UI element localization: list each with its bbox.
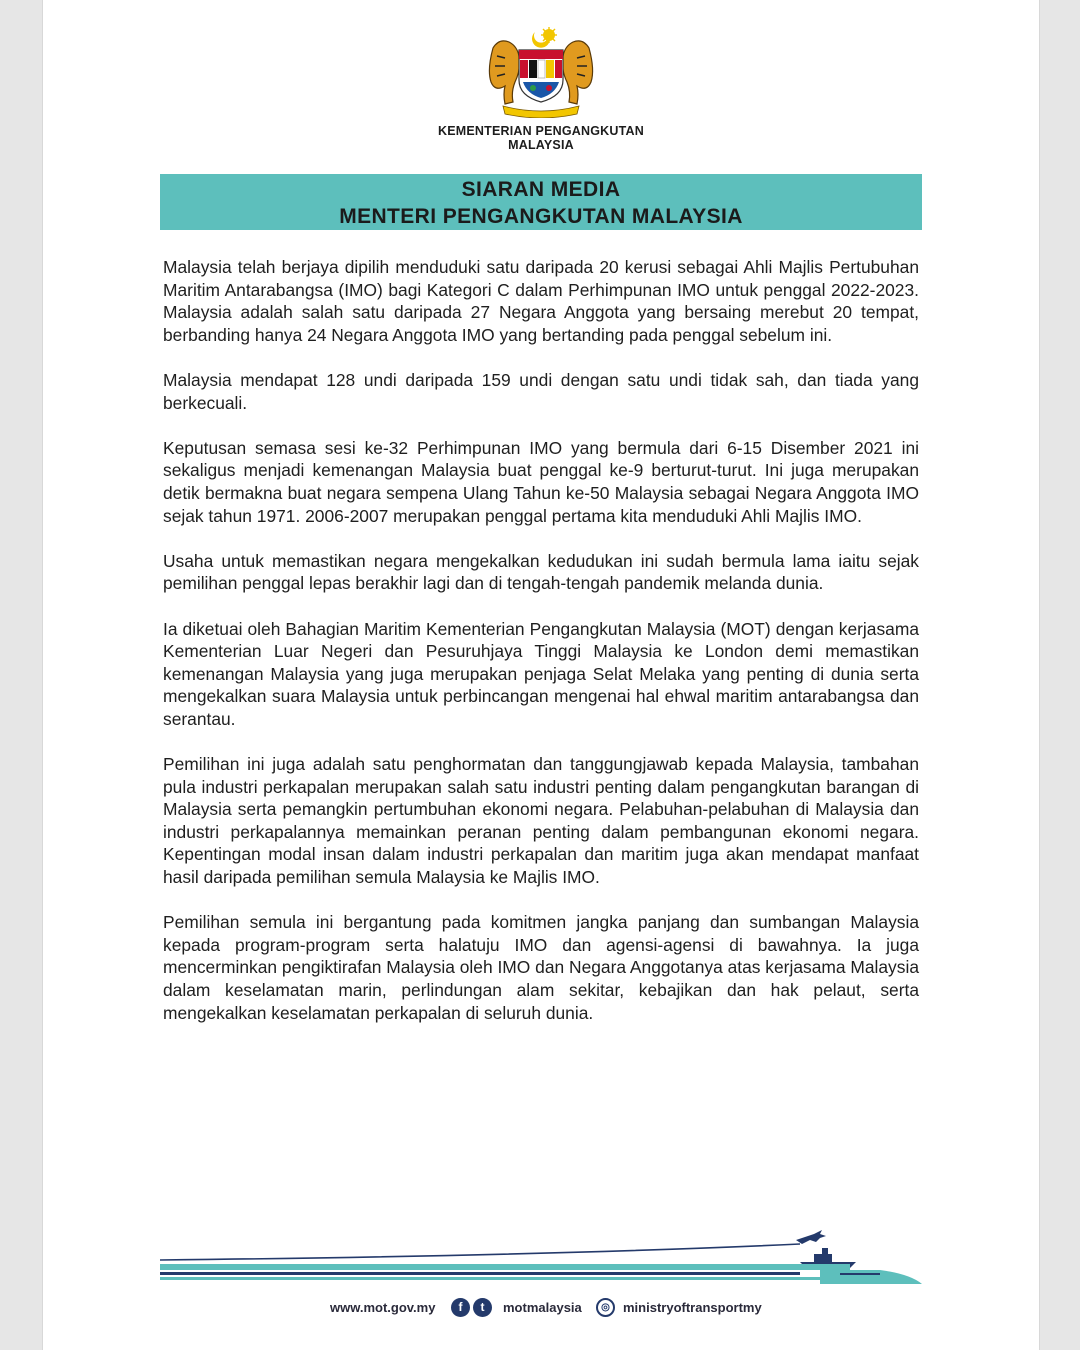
facebook-twitter-handle[interactable]: motmalaysia xyxy=(503,1300,582,1315)
website-link[interactable]: www.mot.gov.my xyxy=(330,1300,436,1315)
ministry-name-line1: KEMENTERIAN PENGANGKUTAN xyxy=(438,124,644,138)
press-release-body xyxy=(163,256,919,1047)
press-release-page xyxy=(42,0,1040,1350)
banner-title-line2: MENTERI PENGANGKUTAN MALAYSIA xyxy=(339,205,743,228)
paragraph: Ia diketuai oleh Bahagian Maritim Kementerian Pengangkutan Malaysia (MOT) dengan kerjasama Kementerian Luar Negeri dan Pesuruhjaya Tinggi Malaysia ke London demi memastikan kemenangan Malaysia yang juga merupakan penjaga Selat Melaka yang penting di dunia serta mengekalkan suara Malaysia untuk perbincangan mengenai hal ehwal maritim antarabangsa dan serantau. xyxy=(163,618,919,729)
coat-of-arms-icon xyxy=(483,26,599,118)
instagram-handle[interactable]: ministryoftransportmy xyxy=(623,1300,762,1315)
facebook-icon[interactable]: f xyxy=(451,1298,470,1317)
banner-title-line1: SIARAN MEDIA xyxy=(461,178,621,201)
paragraph: Malaysia telah berjaya dipilih menduduki satu daripada 20 kerusi sebagai Ahli Majlis Pertubuhan Maritim Antarabangsa (IMO) bagi Kategori C dalam Perhimpunan IMO untuk penggal 2022-2023. Malaysia adalah salah satu daripada 27 Negara Anggota yang bersaing merebut 20 tempat, berbanding hanya 24 Negara Anggota IMO yang bertanding pada penggal sebelum ini. xyxy=(163,257,919,345)
paragraph: Pemilihan ini juga adalah satu penghormatan dan tanggungjawab kepada Malaysia, tambahan pula industri perkapalan merupakan salah satu industri penting dalam pengangkutan barangan di Malaysia serta pemangkin pertumbuhan ekonomi negara. Pelabuhan-pelabuhan di Malaysia dan industri perkapalannya memainkan peranan penting dalam pembangunan ekonomi negara. Kepentingan modal insan dalam industri perkapalan dan maritim juga akan mendapat manfaat hasil daripada pemilihan semula Malaysia ke Majlis IMO. xyxy=(163,754,919,888)
paragraph: Keputusan semasa sesi ke-32 Perhimpunan IMO yang bermula dari 6-15 Disember 2021 ini sekaligus menjadi kemenangan Malaysia buat penggal ke-9 berturut-turut. Ini juga merupakan detik bermakna buat negara sempena Ulang Tahun ke-50 Malaysia sebagai Negara Anggota IMO sejak tahun 1971. 2006-2007 merupakan penggal pertama kita menduduki Ahli Majlis IMO. xyxy=(163,437,919,526)
title-banner xyxy=(160,174,922,230)
train-icon xyxy=(820,1270,922,1284)
twitter-icon[interactable]: t xyxy=(473,1298,492,1317)
paragraph: Pemilihan semula ini bergantung pada komitmen jangka panjang dan sumbangan Malaysia kepada program-program serta halatuju IMO dan agensi-agensi di bawahnya. Ia juga mencerminkan pengiktirafan Malaysia oleh IMO dan Negara Anggotanya atas kerjasama Malaysia dalam keselamatan marin, perlindungan alam sekitar, kebajikan dan hak pelaut, serta mengekalkan keselamatan perkapalan di seluruh dunia. xyxy=(163,912,919,1023)
transport-footer-graphic xyxy=(160,1222,922,1292)
instagram-icon[interactable]: ◎ xyxy=(596,1298,615,1317)
airplane-icon xyxy=(796,1230,826,1244)
paragraph: Usaha untuk memastikan negara mengekalkan kedudukan ini sudah bermula lama iaitu sejak pemilihan penggal lepas berakhir lagi dan di tengah-tengah pandemik melanda dunia. xyxy=(163,550,919,594)
footer-links xyxy=(43,1296,1039,1322)
ministry-name-line2: MALAYSIA xyxy=(508,138,574,152)
paragraph: Malaysia mendapat 128 undi daripada 159 undi dengan satu undi tidak sah, dan tiada yang berkecuali. xyxy=(163,369,919,413)
